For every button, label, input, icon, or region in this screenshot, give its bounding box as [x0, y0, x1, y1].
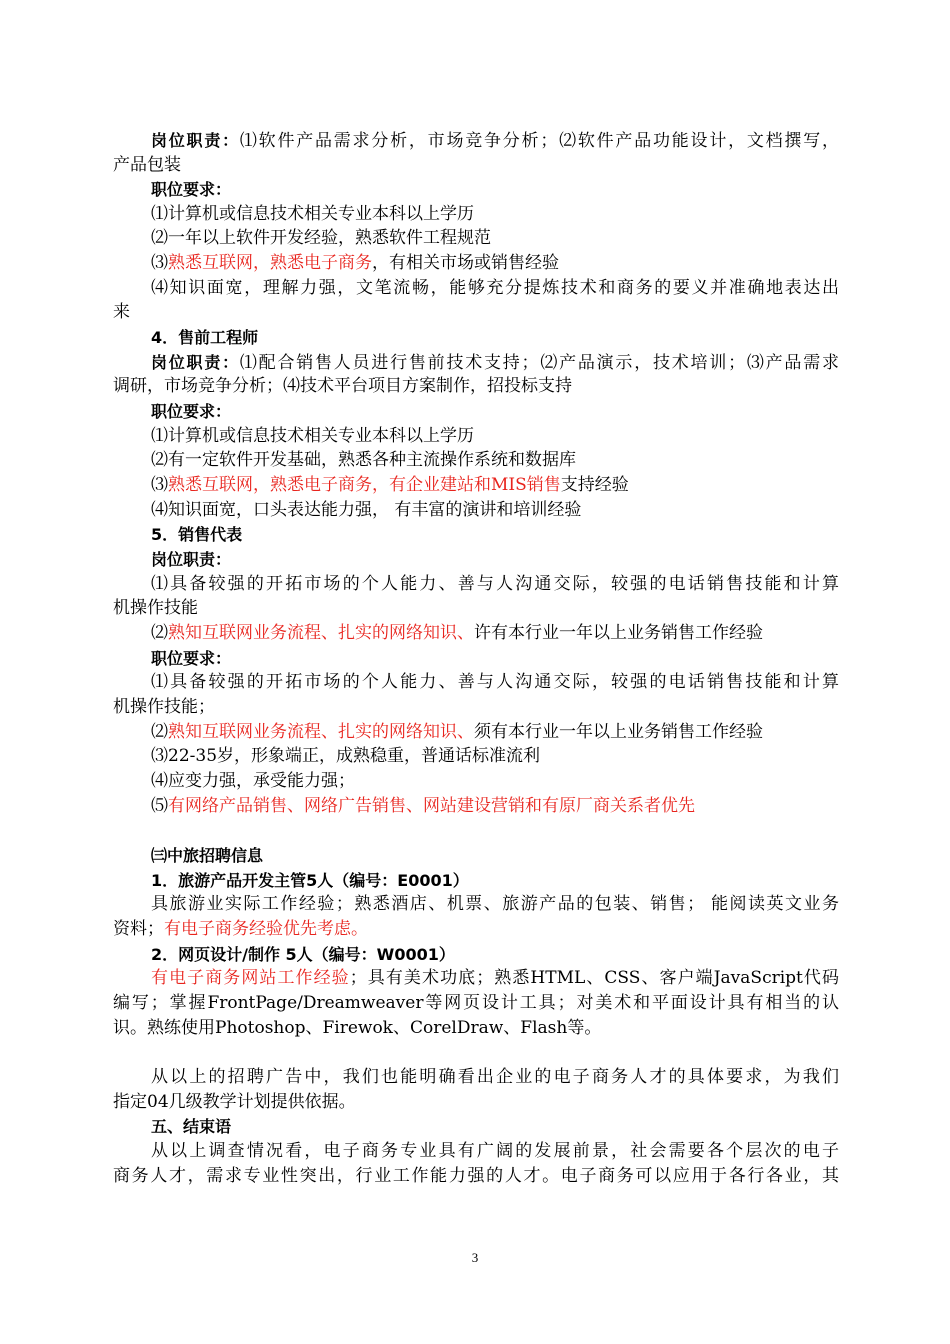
text-segment: ；具有美术功底；熟悉HTML、CSS、客户端JavaScript代码 — [349, 968, 839, 988]
text-line — [113, 991, 839, 1016]
text-segment: ⑵一年以上软件开发经验，熟悉软件工程规范 — [151, 228, 491, 248]
text-line — [151, 646, 839, 672]
text-line — [151, 1114, 839, 1140]
text-segment: 从以上调查情况看，电子商务专业具有广阔的发展前景，社会需要各个层次的电子 — [151, 1141, 839, 1161]
text-line — [151, 572, 839, 597]
text-line — [151, 720, 839, 745]
text-segment: ⑸ — [151, 796, 168, 816]
text-segment: ⑵ — [151, 722, 168, 742]
text-line — [151, 621, 839, 646]
text-segment: ⑷知识面宽，理解力强，文笔流畅，能够充分提炼技术和商务的要义并准确地表达出 — [151, 278, 839, 298]
text-segment: 须有本行业一年以上业务销售工作经验 — [474, 722, 763, 742]
text-line — [113, 1090, 839, 1115]
text-line — [113, 300, 839, 325]
text-segment: ⑶ — [151, 475, 168, 495]
text-line — [151, 1139, 839, 1164]
text-line — [151, 670, 839, 695]
text-line — [151, 868, 839, 894]
text-line — [151, 473, 839, 498]
bold-heading: 岗位职责： — [151, 353, 240, 372]
text-segment: ⑴软件产品需求分析，市场竞争分析；⑵软件产品功能设计，文档撰写， — [239, 131, 839, 151]
text-line — [151, 547, 839, 573]
text-segment: ⑶ — [151, 253, 168, 273]
text-line — [151, 966, 839, 991]
text-line — [151, 128, 839, 154]
text-line — [113, 596, 839, 621]
highlighted-text: 有电子商务网站工作经验 — [151, 968, 350, 988]
text-line — [151, 251, 839, 276]
text-segment: ⑵有一定软件开发基础，熟悉各种主流操作系统和数据库 — [151, 450, 576, 470]
text-line — [151, 744, 839, 769]
text-segment: ，有相关市场或销售经验 — [372, 253, 559, 273]
bold-heading: 职位要求： — [151, 402, 232, 421]
text-line — [151, 424, 839, 449]
bold-heading: 2．网页设计/制作 5人（编号：W0001） — [151, 945, 455, 964]
text-line — [151, 350, 839, 376]
text-segment: 商务人才，需求专业性突出，行业工作能力强的人才。电子商务可以应用于各行各业，其 — [113, 1166, 839, 1186]
highlighted-text: 熟知互联网业务流程、扎实的网络知识、 — [168, 722, 474, 742]
text-segment: ⑵ — [151, 623, 168, 643]
bold-heading: 五、结束语 — [151, 1117, 232, 1136]
text-line — [151, 892, 839, 917]
text-line — [151, 522, 839, 548]
text-line — [151, 226, 839, 251]
text-segment: ⑴计算机或信息技术相关专业本科以上学历 — [151, 204, 474, 224]
text-segment: ⑶22-35岁，形象端正，成熟稳重，普通话标准流利 — [151, 746, 541, 766]
text-line — [113, 1016, 839, 1041]
bold-heading: ㈢中旅招聘信息 — [151, 846, 264, 865]
bold-heading: 5．销售代表 — [151, 525, 243, 544]
text-segment: ⑴配合销售人员进行售前技术支持；⑵产品演示，技术培训；⑶产品需求 — [239, 353, 839, 373]
text-segment: 具旅游业实际工作经验；熟悉酒店、机票、旅游产品的包装、销售； 能阅读英文业务 — [151, 894, 839, 914]
text-segment: ⑷应变力强，承受能力强； — [151, 771, 355, 791]
bold-heading: 4．售前工程师 — [151, 328, 259, 347]
text-line — [151, 202, 839, 227]
highlighted-text: 熟悉互联网，熟悉电子商务，有企业建站和MIS销售 — [168, 475, 561, 495]
bold-heading: 岗位职责： — [151, 131, 240, 150]
bold-heading: 职位要求： — [151, 649, 232, 668]
text-line — [151, 1065, 839, 1090]
bold-heading: 1．旅游产品开发主管5人（编号：E0001） — [151, 871, 469, 890]
highlighted-text: 有电子商务经验优先考虑。 — [164, 919, 368, 939]
text-segment: 指定04几级教学计划提供依据。 — [113, 1092, 356, 1112]
highlighted-text: 熟悉互联网，熟悉电子商务 — [168, 253, 372, 273]
page-number: 3 — [471, 1250, 479, 1265]
text-line — [113, 917, 839, 942]
text-segment: ⑴具备较强的开拓市场的个人能力、善与人沟通交际，较强的电话销售技能和计算 — [151, 574, 839, 594]
text-line — [151, 399, 839, 425]
highlighted-text: 熟知互联网业务流程、扎实的网络知识、 — [168, 623, 474, 643]
text-segment: 许有本行业一年以上业务销售工作经验 — [474, 623, 763, 643]
text-line — [151, 276, 839, 301]
bold-heading: 职位要求： — [151, 180, 232, 199]
text-line — [113, 374, 839, 399]
text-line — [113, 1164, 839, 1189]
text-segment: ⑷知识面宽，口头表达能力强， 有丰富的演讲和培训经验 — [151, 500, 582, 520]
text-line — [151, 177, 839, 203]
text-segment: ⑴计算机或信息技术相关专业本科以上学历 — [151, 426, 474, 446]
text-segment: 识。熟练使用Photoshop、Firewok、CorelDraw、Flash等。 — [113, 1018, 602, 1038]
text-segment: 资料； — [113, 919, 164, 939]
text-segment: 从以上的招聘广告中，我们也能明确看出企业的电子商务人才的具体要求，为我们 — [151, 1067, 839, 1087]
text-line — [151, 448, 839, 473]
text-line — [151, 325, 839, 351]
text-segment: 来 — [113, 302, 130, 322]
text-line — [113, 153, 839, 178]
text-segment: 支持经验 — [560, 475, 629, 495]
text-line — [113, 695, 839, 720]
text-segment: 机操作技能； — [113, 697, 215, 717]
text-line — [151, 794, 839, 819]
text-segment: 调研，市场竞争分析；⑷技术平台项目方案制作，招投标支持 — [113, 376, 572, 396]
text-segment: 产品包装 — [113, 155, 181, 175]
text-segment: 机操作技能 — [113, 598, 198, 618]
highlighted-text: 有网络产品销售、网络广告销售、网站建设营销和有原厂商关系者优先 — [168, 796, 695, 816]
text-line — [151, 843, 839, 869]
bold-heading: 岗位职责： — [151, 550, 232, 569]
text-line — [151, 498, 839, 523]
text-line — [151, 942, 839, 968]
text-segment: 编写；掌握FrontPage/Dreamweaver等网页设计工具；对美术和平面设计具有相当的认 — [113, 993, 839, 1013]
text-line — [151, 769, 839, 794]
text-segment: ⑴具备较强的开拓市场的个人能力、善与人沟通交际，较强的电话销售技能和计算 — [151, 672, 839, 692]
